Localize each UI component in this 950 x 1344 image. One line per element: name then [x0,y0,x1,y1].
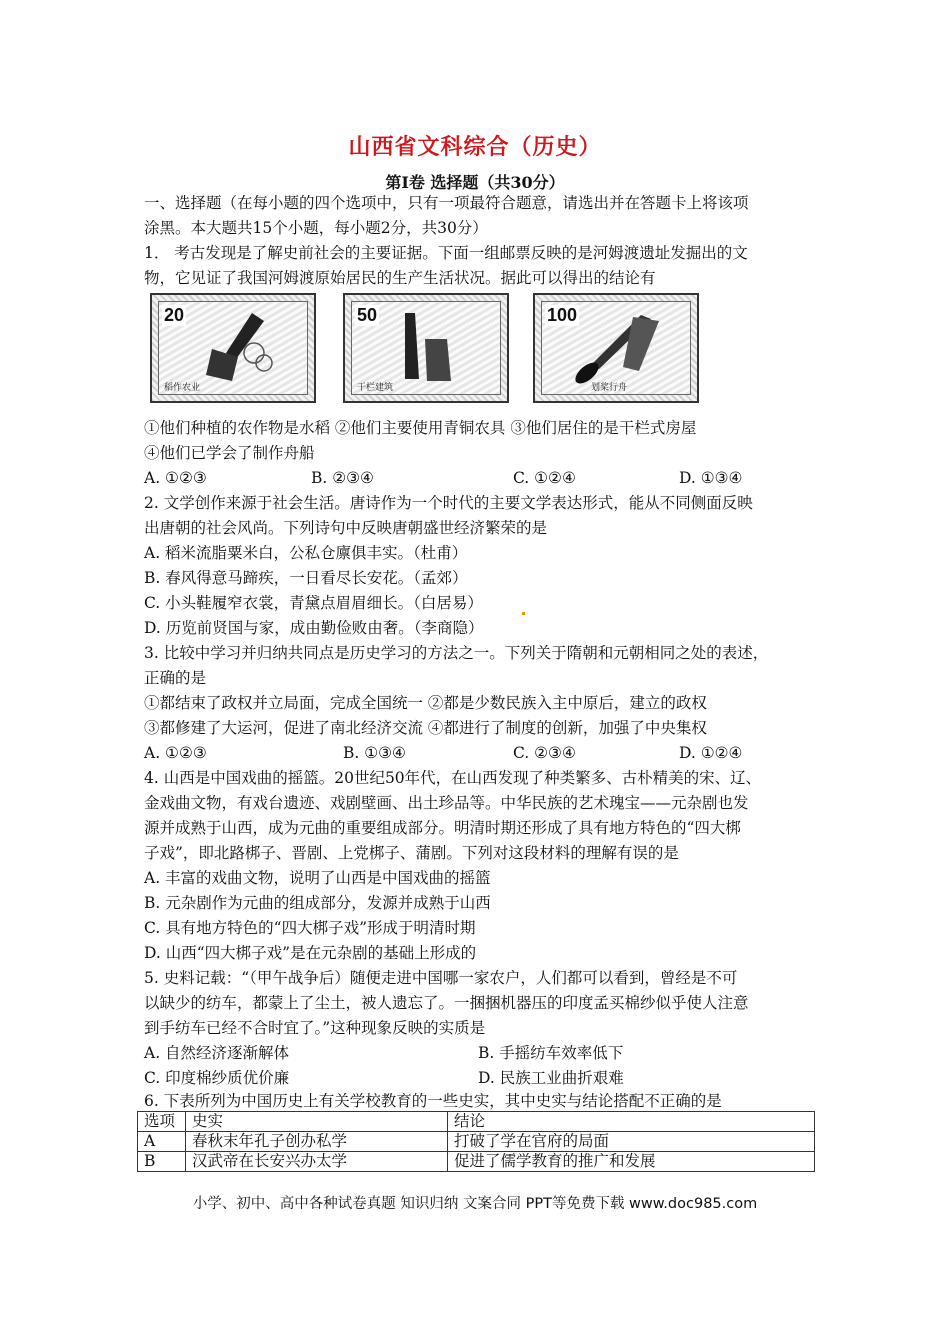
q5-stem-line-2: 以缺少的纺车，都蒙上了尘土，被人遗忘了。一捆捆机器压的印度孟买棉纱似乎使人注意 [144,994,749,1012]
table-header-cell: 史实 [186,1112,448,1132]
q5-option-b: B. 手摇纺车效率低下 [478,1044,624,1062]
stamp-value: 50 [357,305,378,325]
q1-option-a: A. ①②③ [144,469,207,487]
q5-option-a: A. 自然经济逐渐解体 [144,1044,290,1062]
section-heading: 第Ⅰ卷 选择题（共30分） [385,173,565,192]
table-cell: 汉武帝在长安兴办太学 [186,1152,448,1172]
stamp-value: 20 [164,305,185,325]
table-cell: 促进了儒学教育的推广和发展 [448,1152,815,1172]
q4-stem-line-4: 子戏”，即北路梆子、晋剧、上党梆子、蒲剧。下列对这段材料的理解有误的是 [144,844,679,862]
stamp-rice-farming [150,293,316,403]
q3-option-a: A. ①②③ [144,744,207,762]
q3-stem-line-2: 正确的是 [144,669,207,687]
table-cell: 打破了学在官府的局面 [448,1132,815,1152]
page-footer: 小学、初中、高中各种试卷真题 知识归纳 文案合同 PPT等免费下载 www.doc985.com [192,1196,758,1212]
wooden-beam-icon [385,309,475,389]
q2-option-a: A. 稻米流脂粟米白，公私仓廪俱丰实。（杜甫） [144,544,468,562]
q1-option-c: C. ①②④ [513,469,576,487]
q3-option-c: C. ②③④ [513,744,576,762]
stamp-caption: 划桨行舟 [591,383,628,393]
q5-stem-line-3: 到手纺车已经不合时宜了。”这种现象反映的实质是 [144,1019,486,1037]
table-header-row [138,1112,815,1132]
table-cell: A [138,1132,186,1152]
q6-table [137,1111,815,1172]
stamp-value: 100 [547,305,578,325]
bone-spade-icon [192,309,282,389]
q4-option-c: C. 具有地方特色的“四大梆子戏”形成于明清时期 [144,919,476,937]
stamp-stilt-house [343,293,509,403]
q2-option-c: C. 小头鞋履窄衣裳，青黛点眉眉细长。（白居易） [144,594,483,612]
q3-statements-line-1: ①都结束了政权并立局面，完成全国统一 ②都是少数民族入主中原后，建立的政权 [144,694,707,712]
instructions-line-2: 涂黑。本大题共15个小题，每小题2分，共30分） [144,219,488,237]
q4-stem-line-3: 源并成熟于山西，成为元曲的重要组成部分。明清时期还形成了具有地方特色的“四大梆 [144,819,741,837]
q6-stem-line-1: 6. 下表所列为中国历史上有关学校教育的一些史实，其中史实与结论搭配不正确的是 [144,1092,722,1110]
q3-option-d: D. ①②④ [679,744,743,762]
q1-statements-line-2: ④他们已学会了制作舟船 [144,444,315,462]
table-cell: 春秋末年孔子创办私学 [186,1132,448,1152]
q1-option-d: D. ①③④ [679,469,743,487]
q1-statements-line-1: ①他们种植的农作物是水稻 ②他们主要使用青铜农具 ③他们居住的是干栏式房屋 [144,419,697,437]
q3-stem-line-1: 3. 比较中学习并归纳共同点是历史学习的方法之一。下列关于隋朝和元朝相同之处的表述， [144,644,769,662]
q2-option-b: B. 春风得意马蹄疾，一日看尽长安花。（孟郊） [144,569,468,587]
q3-statements-line-2: ③都修建了大运河，促进了南北经济交流 ④都进行了制度的创新，加强了中央集权 [144,719,707,737]
q5-option-d: D. 民族工业曲折艰难 [478,1069,624,1087]
stamp-paddle-boat [533,293,699,403]
table-header-cell: 选项 [138,1112,186,1132]
q1-stem-line-2: 物，它见证了我国河姆渡原始居民的生产生活状况。据此可以得出的结论有 [144,269,656,287]
table-header-cell: 结论 [448,1112,815,1132]
page-title: 山西省文科综合（历史） [348,134,602,160]
q4-stem-line-2: 金戏曲文物，有戏台遗迹、戏剧壁画、出土珍品等。中华民族的艺术瑰宝——元杂剧也发 [144,794,749,812]
table-cell: B [138,1152,186,1172]
table-row [138,1152,815,1172]
q4-stem-line-1: 4. 山西是中国戏曲的摇篮。20世纪50年代，在山西发现了种类繁多、古朴精美的宋、辽、 [144,769,762,787]
instructions-line-1: 一、选择题（在每小题的四个选项中，只有一项最符合题意，请选出并在答题卡上将该项 [144,194,749,212]
q2-stem-line-1: 2. 文学创作来源于社会生活。唐诗作为一个时代的主要文学表达形式，能从不同侧面反映 [144,494,753,512]
q1-option-b: B. ②③④ [311,469,374,487]
stamp-caption: 干栏建筑 [357,383,394,393]
q1-stem-line-1: 1． 考古发现是了解史前社会的主要证据。下面一组邮票反映的是河姆渡遗址发掘出的文 [144,244,748,262]
q4-option-d: D. 山西“四大梆子戏”是在元杂剧的基础上形成的 [144,944,477,962]
stamp-caption: 稻作农业 [164,383,201,393]
table-row [138,1132,815,1152]
highlight-dot [522,612,525,615]
q2-stem-line-2: 出唐朝的社会风尚。下列诗句中反映唐朝盛世经济繁荣的是 [144,519,548,537]
stamp-images [150,293,710,405]
q4-option-b: B. 元杂剧作为元曲的组成部分，发源并成熟于山西 [144,894,491,912]
q4-option-a: A. 丰富的戏曲文物，说明了山西是中国戏曲的摇篮 [144,869,491,887]
q5-stem-line-1: 5. 史料记载：“（甲午战争后）随便走进中国哪一家农户，人们都可以看到，曾经是不可 [144,969,738,987]
q2-option-d: D. 历览前贤国与家，成由勤俭败由奢。（李商隐） [144,619,484,637]
q3-option-b: B. ①③④ [343,744,406,762]
q5-option-c: C. 印度棉纱质优价廉 [144,1069,290,1087]
